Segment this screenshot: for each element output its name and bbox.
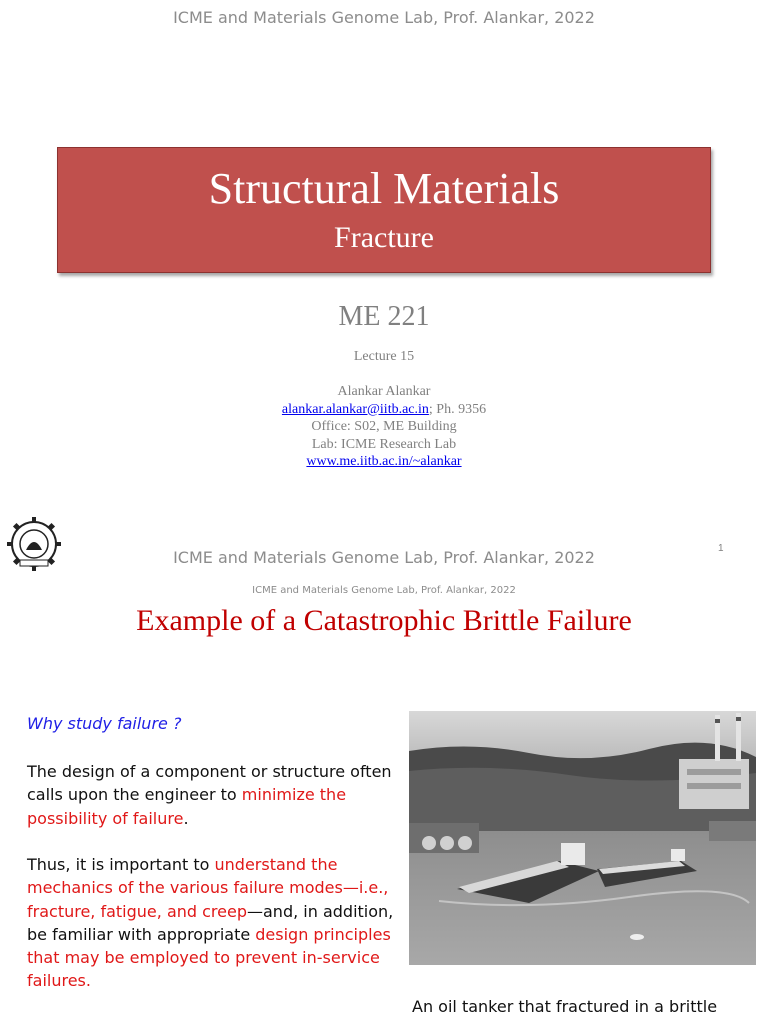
email-link[interactable]: alankar.alankar@iitb.ac.in [281,401,429,417]
photo-caption: An oil tanker that fractured in a brittle [412,997,718,1016]
tanker-photo-icon [409,711,756,965]
phone-text: ; Ph. 9356 [428,401,487,417]
slide2-title: Example of a Catastrophic Brittle Failure [136,604,632,637]
para2-highlight: understand the mechanics of the various failure modes—i.e., fracture, fatigue, and creep [27,855,389,921]
lecture-number: Lecture 15 [353,349,415,364]
para1-highlight: minimize the possibility of failure [27,785,347,828]
why-heading: Why study failure ? [27,714,182,733]
para1-text: The design of a component or structure often calls upon the engineer to [27,762,392,805]
slide1-header: ICME and Materials Genome Lab, Prof. Alankar, 2022 [173,8,595,27]
para1-end: . [183,808,189,828]
paragraph-design [27,760,397,830]
website-link[interactable]: www.me.iitb.ac.in/~alankar [306,454,462,469]
para2-highlight-2: design principles that may be employed to prevent in-service failures. [27,924,391,991]
email-line [0,401,768,419]
contact-block [0,383,768,471]
slide-title: Structural Materials [208,164,560,213]
slide-number: 1 [718,543,724,554]
para2-text-2: —and, in addition, be familiar with appropriate [27,901,394,944]
paragraph-mechanics [27,853,397,993]
slide2-header: ICME and Materials Genome Lab, Prof. Alankar, 2022 [252,585,516,596]
slide1-footer: ICME and Materials Genome Lab, Prof. Alankar, 2022 [173,548,595,567]
tanker-photo [409,711,756,965]
office-text: Office: S02, ME Building [311,419,457,434]
lab-text: Lab: ICME Research Lab [311,436,457,452]
title-banner [57,147,711,273]
para2-text: Thus, it is important to [27,855,215,874]
course-code: ME 221 [338,301,430,332]
author-name: Alankar Alankar [337,384,431,399]
slide-subtitle: Fracture [334,221,434,254]
